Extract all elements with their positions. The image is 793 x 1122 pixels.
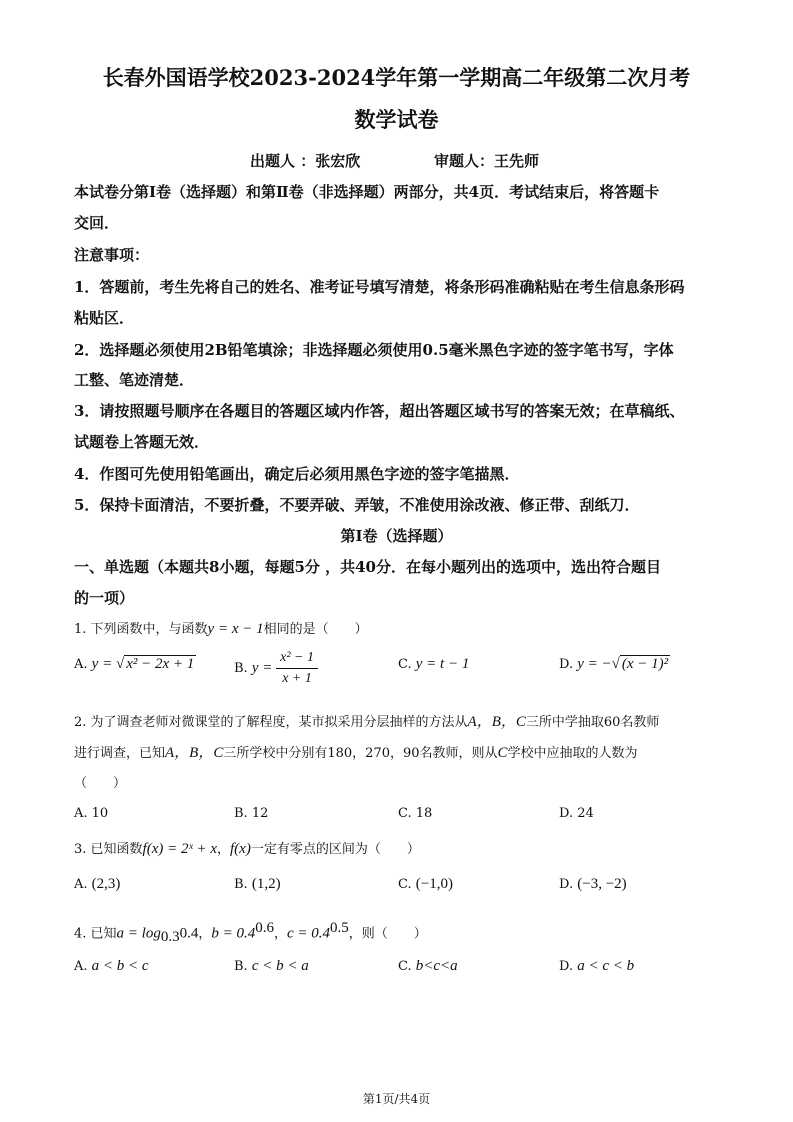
option-interval: (2,3) [91,876,121,892]
q2-schools: A，B，C [467,714,526,730]
option-label: D. [559,959,574,974]
q4-option-d [559,958,634,975]
option-label: A. [74,657,88,672]
note-line: 粘贴区． [74,309,135,327]
q4-option-a [74,958,149,975]
q4-a-expr: a = log [116,925,161,942]
option-expr: b<c<a [415,958,458,974]
q2-text: 三所中学抽取60名教师 [525,715,660,730]
q4-sep: ， [273,926,287,942]
option-expr: y = [251,660,277,676]
q4-log-base: 0.3 [160,928,180,945]
option-expr: y = [91,656,116,672]
section-heading-cont: 的一项） [74,589,135,607]
note-line: 2．选择题必须使用2B铅笔填涂；非选择题必须使用0.5毫米黑色字迹的签字笔书写，字体 [74,341,674,359]
option-label: B. [234,661,248,676]
option-interval: (−1,0) [415,876,453,892]
q3-function-ref: f(x) [230,841,251,857]
note-line: 试题卷上答题无效． [74,433,210,451]
question-2 [74,710,659,731]
option-expr: y = − [577,656,612,672]
option-label: A. [74,959,88,974]
note-line: 5．保持卡面清洁，不要折叠，不要弄破、弄皱，不准使用涂改液、修正带、刮纸刀． [74,496,640,514]
q2-option-d: D. 24 [559,806,594,821]
option-interval: (−3, −2) [577,876,627,892]
exam-title: 长春外国语学校2023-2024学年第一学期高二年级第二次月考 [102,65,691,90]
q2-school-c: C [497,745,508,761]
q3-sep: ， [217,842,231,857]
question-setter: 出题人 ：张宏欣 [250,152,361,170]
note-line: 4．作图可先使用铅笔画出，确定后必须用黑色字迹的签字笔描黑． [74,465,520,483]
q3-function: f(x) = 2ˣ + x [142,841,217,857]
q2-option-a: A. 10 [74,806,109,821]
option-expr: a < b < c [91,958,149,974]
option-interval: (1,2) [251,876,281,892]
q4-c-exp: 0.5 [330,920,349,936]
q4-option-b [234,958,309,975]
q3-option-b [234,876,281,893]
question-3 [74,838,420,858]
q3-prefix: 3. 已知函数 [74,842,143,857]
fraction-numerator: x² − 1 [276,648,318,669]
q4-prefix: 4. 已知 [74,926,117,942]
option-label: C. [398,877,412,892]
option-expr: c < b < a [251,958,309,974]
q1-option-a: A. y = √ x² − 2x + 1 [74,656,195,672]
option-expr: a < c < b [577,958,635,974]
q2-option-c: C. 18 [398,806,433,821]
option-label: C. [398,959,412,974]
fraction [276,648,318,689]
option-label: B. [234,877,248,892]
q4-b-expr: b = 0.4 [211,925,256,942]
question-2-cont [74,741,638,762]
option-expr: y = t − 1 [415,656,470,672]
option-radicand: x² − 2x + 1 [126,656,195,672]
q3-option-c [398,876,453,893]
q1-option-c [398,656,469,673]
question-2-blank: （ ） [74,776,127,791]
q2-text: 进行调查，已知 [74,746,166,761]
q4-suffix: ，则（ ） [348,926,427,942]
question-1 [74,618,368,638]
note-line: 3．请按照题号顺序在各题目的答题区域内作答，超出答题区域书写的答案无效；在草稿纸、 [74,402,685,420]
option-label: A. [74,877,88,892]
option-label: D. [559,877,574,892]
q1-prefix: 1. 下列函数中，与函数 [74,622,208,637]
q3-option-a [74,876,120,893]
section-heading: 一、单选题（本题共8小题，每题5分 ，共40分．在每小题列出的选项中，选出符合题目 [74,558,661,576]
q4-option-c [398,958,458,975]
q4-sep: ， [198,926,212,942]
q4-c-expr: c = 0.4 [287,925,331,942]
q2-option-b: B. 12 [234,806,269,821]
q2-text: 2. 为了调查老师对微课堂的了解程度，某市拟采用分层抽样的方法从 [74,715,468,730]
exam-subtitle: 数学试卷 [354,107,439,132]
q1-function: y = x − 1 [207,621,264,637]
intro-line-1: 本试卷分第Ⅰ卷（选择题）和第Ⅱ卷（非选择题）两部分，共4页．考试结束后，将答题卡 [74,183,660,201]
q3-suffix: 一定有零点的区间为（ ） [250,842,420,857]
part-title: 第Ⅰ卷（选择题） [340,527,453,545]
q2-schools: A，B，C [165,745,224,761]
note-line: 工整、笔迹清楚． [74,371,195,389]
q2-text: 学校中应抽取的人数为 [507,746,638,761]
question-4 [74,920,427,946]
option-label: C. [398,657,412,672]
q1-option-d: D. y = −√ (x − 1)² [559,656,669,672]
q1-option-b [234,648,318,689]
option-label: D. [559,657,574,672]
option-radicand: (x − 1)² [621,656,669,672]
fraction-denominator: x + 1 [282,671,312,686]
page-number: 第1页/共4页 [362,1092,431,1106]
q1-suffix: 相同的是（ ） [263,622,368,637]
q4-b-exp: 0.6 [255,920,274,936]
q2-text: 三所学校中分别有180，270，90名教师，则从 [223,746,498,761]
q3-option-d [559,876,627,893]
option-label: B. [234,959,248,974]
notes-heading: 注意事项： [74,246,150,264]
note-line: 1．答题前，考生先将自己的姓名、准考证号填写清楚，将条形码准确粘贴在考生信息条形码 [74,278,685,296]
question-reviewer: 审题人：王先师 [434,152,540,170]
q4-log-arg: 0.4 [179,925,199,942]
intro-line-2: 交回． [74,214,120,232]
